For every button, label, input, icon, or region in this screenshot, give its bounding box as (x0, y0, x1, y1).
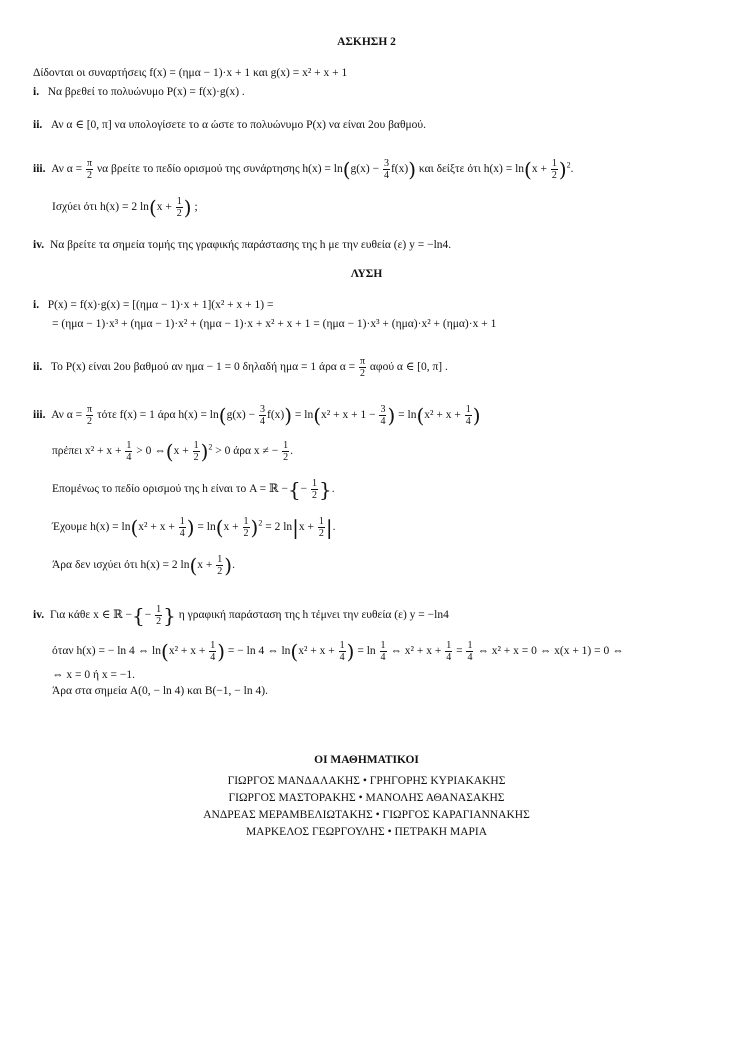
fraction-1-2: $\frac{1}{2}$ (217, 554, 223, 577)
question-text: να βρείτε το πεδίο ορισμού της συνάρτησης h(x) = ln (96, 163, 343, 176)
question-text: Αν α ∈ [0, π] να υπολογίσετε το α ώστε το πολυώνυμο P(x) να είναι 2ου βαθμού. (50, 119, 426, 131)
question-label: iii. (33, 409, 46, 422)
solution-text: πρέπει x² + x + (52, 445, 122, 458)
fraction-pi-2: $\frac{\pi}{2}$ (87, 404, 93, 427)
credits-line: ΜΑΡΚΕΛΟΣ ΓΕΩΡΓΟΥΛΗΣ • ΠΕΤΡΑΚΗ ΜΑΡΙΑ (245, 826, 488, 838)
fraction-1-2: $\frac{1}{2}$ (243, 516, 249, 539)
credits-line: ΓΙΩΡΓΟΣ ΜΑΣΤΟΡΑΚΗΣ • ΜΑΝΟΛΗΣ ΑΘΑΝΑΣΑΚΗΣ (228, 792, 505, 804)
fraction-1-2: $\frac{1}{2}$ (318, 516, 324, 539)
solution-iii-line2: πρέπει x² + x + $\frac{1}{4}$ > 0 ⇔(x + $\frac{1}{2}$ )$^2$ > 0 άρα x ≠ − $\frac{1}{2}$ . (52, 439, 293, 464)
solution-iv-line1: iv. Για κάθε x ∈ ℝ −{− $\frac{1}{2}$ } η γραφική παράσταση της h τέμνει την ευθεία (ε) y = −ln4 (33, 603, 449, 628)
solution-text: Επομένως το πεδίο ορισμού της h είναι το A = ℝ − (52, 483, 288, 496)
solution-text: ⇔ x² + x = 0 ⇔ x(x + 1) = 0 ⇔ (477, 645, 624, 658)
solution-title: ΛΥΣΗ (350, 268, 383, 280)
credits (0, 752, 733, 841)
solution-text: Αν α = (51, 409, 83, 422)
fraction-1-4: $\frac{1}{4}$ (339, 640, 345, 663)
solution-ii (33, 356, 448, 379)
given-statement: Δίδονται οι συναρτήσεις f(x) = (ημα − 1)·x + 1 και g(x) = x² + x + 1 (33, 67, 348, 79)
solution-iii-line1: iii. Αν α = $\frac{\pi}{2}$ τότε f(x) = 1 άρα h(x) = ln(g(x) − $\frac{3}{4}$ f(x)) = ln(x² + x + 1 − $\frac{3}{4}$ ) = ln(x² + x + $\frac{1}{4}$ ) (33, 403, 481, 428)
question-ii (33, 118, 426, 132)
question-text: Αν α = (51, 163, 83, 176)
solution-text: P(x) = f(x)·g(x) = [(ημα − 1)·x + 1](x² + x + 1) = (47, 299, 274, 311)
solution-text: ⇔ x² + x + (390, 645, 442, 658)
fraction-1-4: $\frac{1}{4}$ (467, 640, 473, 663)
fraction-1-4: $\frac{1}{4}$ (446, 640, 452, 663)
solution-text: = − ln 4 ⇔ ln (227, 645, 291, 658)
credits-line: ΑΝΔΡΕΑΣ ΜΕΡΑΜΒΕΛΙΩΤΑΚΗΣ • ΓΙΩΡΓΟΣ ΚΑΡΑΓΙΑΝΝΑΚΗΣ (203, 809, 530, 821)
question-text: ; (194, 201, 198, 214)
fraction-3-4: $\frac{3}{4}$ (259, 404, 265, 427)
question-iii-claim: Ισχύει ότι h(x) = 2 ln(x + $\frac{1}{2}$ ) ; (52, 195, 198, 220)
exercise-title: ΑΣΚΗΣΗ 2 (337, 36, 396, 48)
fraction-1-4: $\frac{1}{4}$ (380, 640, 386, 663)
question-text: Να βρεθεί το πολυώνυμο P(x) = f(x)·g(x) . (47, 86, 245, 98)
credits-line: ΓΙΩΡΓΟΣ ΜΑΝΔΑΛΑΚΗΣ • ΓΡΗΓΟΡΗΣ ΚΥΡΙΑΚΑΚΗΣ (227, 775, 506, 787)
solution-iii-line3: Επομένως το πεδίο ορισμού της h είναι το A = ℝ −{− $\frac{1}{2}$ }. (52, 477, 335, 502)
question-text: Να βρείτε τα σημεία τομής της γραφικής παράστασης της h με την ευθεία (ε) y = −ln4. (49, 239, 452, 251)
question-label: iv. (33, 609, 45, 622)
solution-text: > 0 ⇔ (136, 445, 166, 458)
fraction-3-4: $\frac{3}{4}$ (383, 158, 389, 181)
solution-iv-line2: όταν h(x) = − ln 4 ⇔ ln(x² + x + $\frac{1}{4}$ ) = − ln 4 ⇔ ln(x² + x + $\frac{1}{4}$ ) = ln $\frac{1}{4}$ ⇔ x² + x + $\frac{1}{4}$ = $\frac{1}{4}$ ⇔ x² + x = 0 ⇔ x(x + 1) = 0 ⇔ (52, 639, 624, 664)
question-label: i. (33, 299, 40, 311)
solution-text: = ln (357, 645, 376, 658)
credits-heading: ΟΙ ΜΑΘΗΜΑΤΙΚΟΙ (314, 754, 419, 766)
solution-iv-line3: ⇔ x = 0 ή x = −1. (52, 669, 135, 681)
question-label: ii. (33, 119, 43, 131)
solution-text: Άρα δεν ισχύει ότι h(x) = 2 ln (52, 559, 190, 572)
question-label: i. (33, 86, 40, 98)
fraction-1-4: $\frac{1}{4}$ (210, 640, 216, 663)
solution-text: τότε f(x) = 1 άρα h(x) = ln (96, 409, 219, 422)
solution-iv-line4: Άρα στα σημεία A(0, − ln 4) και B(−1, − ln 4). (52, 685, 268, 697)
solution-iii-line4: Έχουμε h(x) = ln(x² + x + $\frac{1}{4}$ ) = ln(x + $\frac{1}{2}$ )$^2$ = 2 ln|x + $\frac{1}{2}$ |. (52, 515, 336, 540)
solution-text: > 0 άρα x ≠ − (215, 445, 279, 458)
fraction-1-2: $\frac{1}{2}$ (312, 478, 318, 501)
fraction-1-4: $\frac{1}{4}$ (126, 440, 132, 463)
solution-text: = 2 ln (265, 521, 293, 534)
solution-text: Το P(x) είναι 2ου βαθμού αν ημα − 1 = 0 δηλαδή ημα = 1 άρα α = (50, 361, 356, 374)
solution-text: η γραφική παράσταση της h τέμνει την ευθεία (ε) y = −ln4 (178, 609, 449, 622)
fraction-1-4: $\frac{1}{4}$ (465, 404, 471, 427)
question-label: ii. (33, 361, 43, 374)
question-iv (33, 238, 451, 252)
fraction-1-2: $\frac{1}{2}$ (156, 604, 162, 627)
question-i (33, 85, 245, 99)
question-label: iii. (33, 163, 46, 176)
solution-text: αφού α ∈ [0, π] . (369, 361, 448, 374)
fraction-1-4: $\frac{1}{4}$ (179, 516, 185, 539)
solution-text: Έχουμε h(x) = ln (52, 521, 131, 534)
solution-text: όταν h(x) = − ln 4 ⇔ ln (52, 645, 161, 658)
solution-i-line1 (33, 298, 273, 312)
fraction-1-2: $\frac{1}{2}$ (176, 196, 182, 219)
fraction-1-2: $\frac{1}{2}$ (193, 440, 199, 463)
question-text: Ισχύει ότι h(x) = 2 ln (52, 201, 149, 214)
question-text: και δείξτε ότι h(x) = ln (418, 163, 525, 176)
fraction-3-4: $\frac{3}{4}$ (380, 404, 386, 427)
question-label: iv. (33, 239, 45, 251)
solution-i-line2: = (ημα − 1)·x³ + (ημα − 1)·x² + (ημα − 1)·x + x² + x + 1 = (ημα − 1)·x³ + (ημα)·x² + (ημα)·x + 1 (52, 318, 497, 330)
fraction-1-2: $\frac{1}{2}$ (283, 440, 289, 463)
solution-iii-line5: Άρα δεν ισχύει ότι h(x) = 2 ln(x + $\frac{1}{2}$ ). (52, 553, 235, 578)
fraction-pi-2: $\frac{\pi}{2}$ (359, 356, 366, 379)
fraction-1-2: $\frac{1}{2}$ (551, 158, 557, 181)
question-iii: iii. Αν α = $\frac{\pi}{2}$ να βρείτε το πεδίο ορισμού της συνάρτησης h(x) = ln(g(x) − $\frac{3}{4}$ f(x)) και δείξτε ότι h(x) = ln(x + $\frac{1}{2}$ )$^2$. (33, 157, 574, 182)
fraction-pi-2: $\frac{\pi}{2}$ (87, 158, 93, 181)
solution-text: Για κάθε x ∈ ℝ − (49, 609, 133, 622)
